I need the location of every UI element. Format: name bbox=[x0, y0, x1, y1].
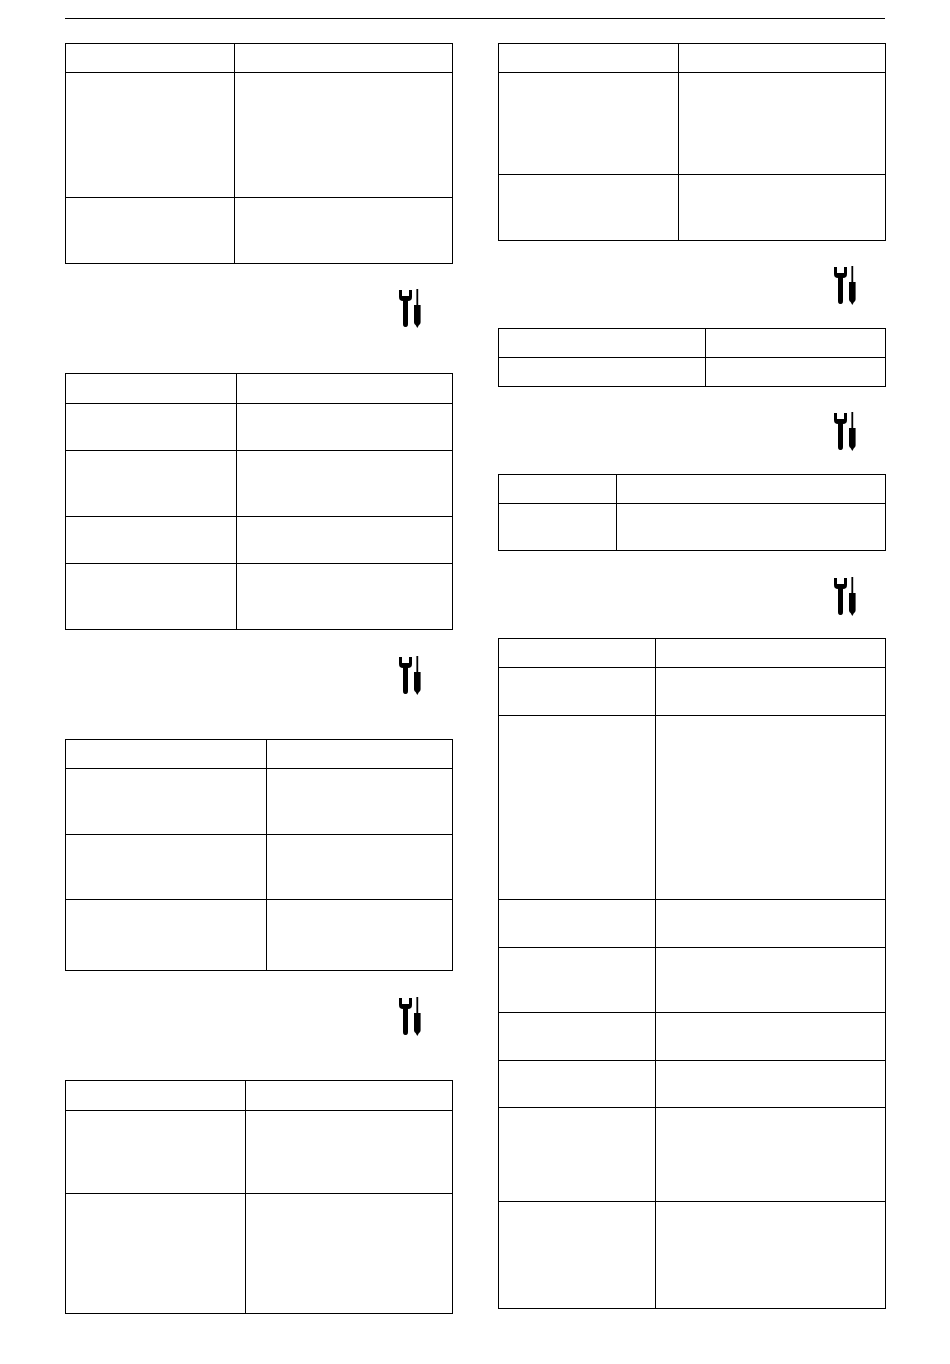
table-cell bbox=[656, 1108, 886, 1202]
wrench-screwdriver-icon bbox=[832, 265, 858, 305]
table-cell bbox=[267, 769, 453, 835]
table-cell bbox=[499, 1013, 656, 1061]
table-right-1 bbox=[498, 43, 886, 241]
table-cell bbox=[235, 44, 453, 73]
table-cell bbox=[499, 175, 679, 241]
table-cell bbox=[499, 948, 656, 1013]
table-cell bbox=[499, 1108, 656, 1202]
table-cell bbox=[499, 1061, 656, 1108]
table-cell bbox=[679, 73, 886, 175]
table-cell bbox=[66, 900, 267, 971]
table-cell bbox=[499, 358, 706, 387]
table-cell bbox=[66, 564, 237, 630]
table-cell bbox=[246, 1081, 453, 1111]
table-cell bbox=[656, 1013, 886, 1061]
table-cell bbox=[66, 404, 237, 451]
table-cell bbox=[267, 740, 453, 769]
table-cell bbox=[656, 1202, 886, 1309]
table-cell bbox=[66, 1081, 246, 1111]
header-rule bbox=[65, 18, 885, 19]
table-cell bbox=[66, 198, 235, 264]
wrench-screwdriver-icon bbox=[832, 576, 858, 616]
table-cell bbox=[66, 740, 267, 769]
table-cell bbox=[617, 504, 886, 551]
table-cell bbox=[499, 1202, 656, 1309]
table-cell bbox=[679, 44, 886, 73]
table-right-4 bbox=[498, 638, 886, 1309]
table-cell bbox=[499, 639, 656, 668]
table-cell bbox=[66, 73, 235, 198]
table-cell bbox=[237, 404, 453, 451]
table-cell bbox=[66, 374, 237, 404]
table-cell bbox=[66, 517, 237, 564]
table-cell bbox=[656, 1061, 886, 1108]
wrench-screwdriver-icon bbox=[397, 655, 423, 695]
table-cell bbox=[246, 1194, 453, 1314]
table-cell bbox=[499, 329, 706, 358]
table-cell bbox=[66, 44, 235, 73]
table-cell bbox=[237, 451, 453, 517]
table-cell bbox=[499, 716, 656, 900]
table-left-4 bbox=[65, 1080, 453, 1314]
table-cell bbox=[499, 668, 656, 716]
table-cell bbox=[235, 198, 453, 264]
table-cell bbox=[656, 639, 886, 668]
table-left-3 bbox=[65, 739, 453, 971]
table-cell bbox=[499, 900, 656, 948]
table-left-1 bbox=[65, 43, 453, 264]
table-cell bbox=[246, 1111, 453, 1194]
table-cell bbox=[656, 948, 886, 1013]
table-cell bbox=[66, 835, 267, 900]
table-cell bbox=[66, 769, 267, 835]
table-cell bbox=[656, 900, 886, 948]
table-cell bbox=[237, 564, 453, 630]
table-cell bbox=[679, 175, 886, 241]
table-cell bbox=[499, 475, 617, 504]
table-cell bbox=[66, 451, 237, 517]
table-cell bbox=[235, 73, 453, 198]
table-cell bbox=[66, 1111, 246, 1194]
table-cell bbox=[706, 358, 886, 387]
table-cell bbox=[499, 504, 617, 551]
table-cell bbox=[706, 329, 886, 358]
table-cell bbox=[656, 716, 886, 900]
wrench-screwdriver-icon bbox=[832, 411, 858, 451]
table-left-2 bbox=[65, 373, 453, 630]
table-cell bbox=[267, 835, 453, 900]
wrench-screwdriver-icon bbox=[397, 288, 423, 328]
table-cell bbox=[617, 475, 886, 504]
table-right-3 bbox=[498, 474, 886, 551]
table-cell bbox=[237, 374, 453, 404]
table-cell bbox=[66, 1194, 246, 1314]
table-right-2 bbox=[498, 328, 886, 387]
table-cell bbox=[237, 517, 453, 564]
table-cell bbox=[499, 73, 679, 175]
table-cell bbox=[499, 44, 679, 73]
table-cell bbox=[656, 668, 886, 716]
table-cell bbox=[267, 900, 453, 971]
wrench-screwdriver-icon bbox=[397, 996, 423, 1036]
